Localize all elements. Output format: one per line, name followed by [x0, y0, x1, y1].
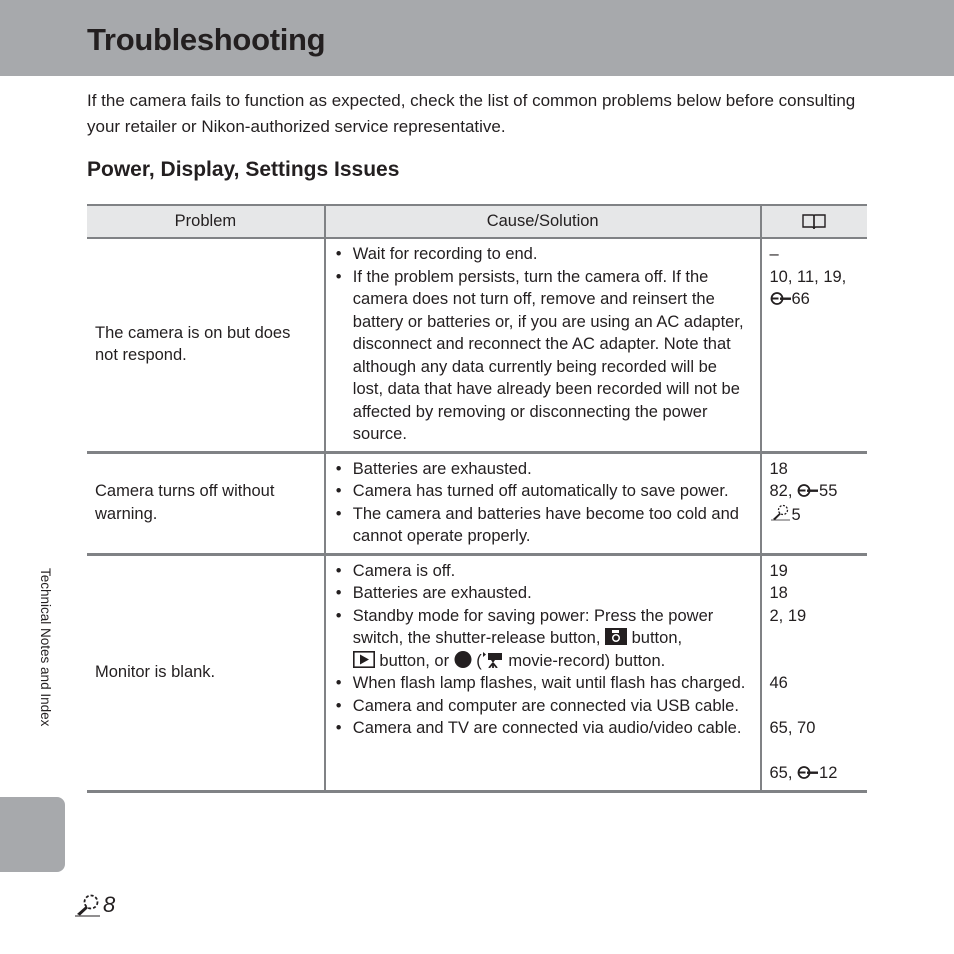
solution-item: • Camera is off.	[334, 560, 752, 583]
reference-value: 19	[769, 561, 788, 580]
reference-value: 46	[769, 674, 788, 692]
solution-cell	[325, 238, 761, 452]
troubleshooting-table	[87, 204, 867, 793]
solution-text: button,	[631, 629, 683, 647]
solution-item: • Camera and TV are connected via audio/video cable.	[334, 717, 752, 740]
record-dot-icon	[454, 651, 472, 668]
solution-item: • Batteries are exhausted.	[334, 458, 752, 481]
section-heading: Power, Display, Settings Issues	[87, 158, 400, 181]
header-cause-solution: Cause/Solution	[325, 205, 761, 238]
reference-gap	[770, 627, 860, 650]
reference-line	[770, 503, 860, 527]
reference-value: 65, 70	[769, 719, 816, 737]
reference-value: 2, 19	[769, 606, 807, 625]
page-number-value: 8	[103, 892, 116, 917]
reference-page: 55	[819, 482, 838, 500]
table-header-row	[87, 205, 867, 238]
problem-cell: The camera is on but does not respond.	[87, 238, 325, 452]
reference-page: 66	[791, 290, 810, 308]
table-row	[87, 238, 867, 452]
reference-gap	[770, 650, 860, 673]
reference-line	[770, 288, 860, 311]
reference-section-icon	[797, 766, 819, 779]
movie-icon	[482, 651, 504, 668]
reference-gap	[770, 695, 860, 718]
solution-item: • When flash lamp flashes, wait until flash has charged.	[334, 672, 752, 695]
reference-cell	[761, 554, 868, 791]
reference-line	[770, 762, 860, 785]
section-side-label: Technical Notes and Index	[38, 568, 53, 727]
reference-value: 18	[769, 584, 788, 602]
reference-page: 5	[791, 505, 801, 524]
table-row	[87, 452, 867, 554]
technical-notes-icon	[770, 503, 792, 521]
reference-value: 10, 11, 19,	[769, 267, 847, 286]
problem-cell: Monitor is blank.	[95, 662, 216, 681]
solution-cell	[325, 452, 761, 554]
header-problem: Problem	[87, 205, 325, 238]
reference-cell	[761, 238, 868, 452]
solution-item: • Camera has turned off automatically to save power.	[334, 480, 752, 503]
reference-gap	[770, 740, 860, 763]
solution-cell	[325, 554, 761, 791]
header-reference	[761, 205, 868, 238]
playback-icon	[353, 651, 375, 668]
reference-section-icon	[770, 292, 792, 305]
solution-item: • If the problem persists, turn the camera off. If the camera does not turn off, remove and reinsert the battery or batteries or, if you are using an AC adapter, disconnect and reconnect the AC adapter. Note that although any data currently being recorded will be lost, data that have already been recorded will not be affected by removing or disconnecting the power source.	[334, 266, 752, 446]
solution-item: • Standby mode for saving power: Press the power switch, the shutter-release button, button, button, or ( movie-record) button.	[334, 605, 752, 673]
page-title: Troubleshooting	[87, 22, 326, 57]
solution-item: • Camera and computer are connected via USB cable.	[334, 695, 752, 718]
section-tab	[0, 797, 65, 872]
reference-page: 65,	[769, 764, 793, 782]
solution-item: • Wait for recording to end.	[334, 243, 752, 266]
reference-value: –	[769, 245, 779, 263]
table-row	[87, 554, 867, 791]
book-icon	[801, 213, 827, 231]
solution-item: • The camera and batteries have become too cold and cannot operate properly.	[334, 503, 752, 548]
problem-cell: Camera turns off without warning.	[87, 452, 325, 554]
page-number	[74, 892, 115, 918]
reference-section-icon	[797, 484, 819, 497]
solution-text: Standby mode for saving power: Press the power switch, the shutter-release button,	[352, 606, 714, 647]
solution-text: button, or	[379, 651, 450, 670]
intro-text: If the camera fails to function as expected, check the list of common problems below before consulting your retailer or Nikon-authorized service representative.	[87, 91, 856, 136]
camera-icon	[605, 628, 627, 645]
reference-line	[770, 480, 860, 503]
solution-item: • Batteries are exhausted.	[334, 582, 752, 605]
reference-cell	[761, 452, 868, 554]
technical-notes-icon	[74, 893, 102, 917]
reference-value: 18	[769, 459, 788, 478]
solution-text: movie-record) button.	[508, 651, 666, 670]
reference-page: 12	[819, 764, 838, 782]
reference-page: 82,	[769, 482, 793, 500]
